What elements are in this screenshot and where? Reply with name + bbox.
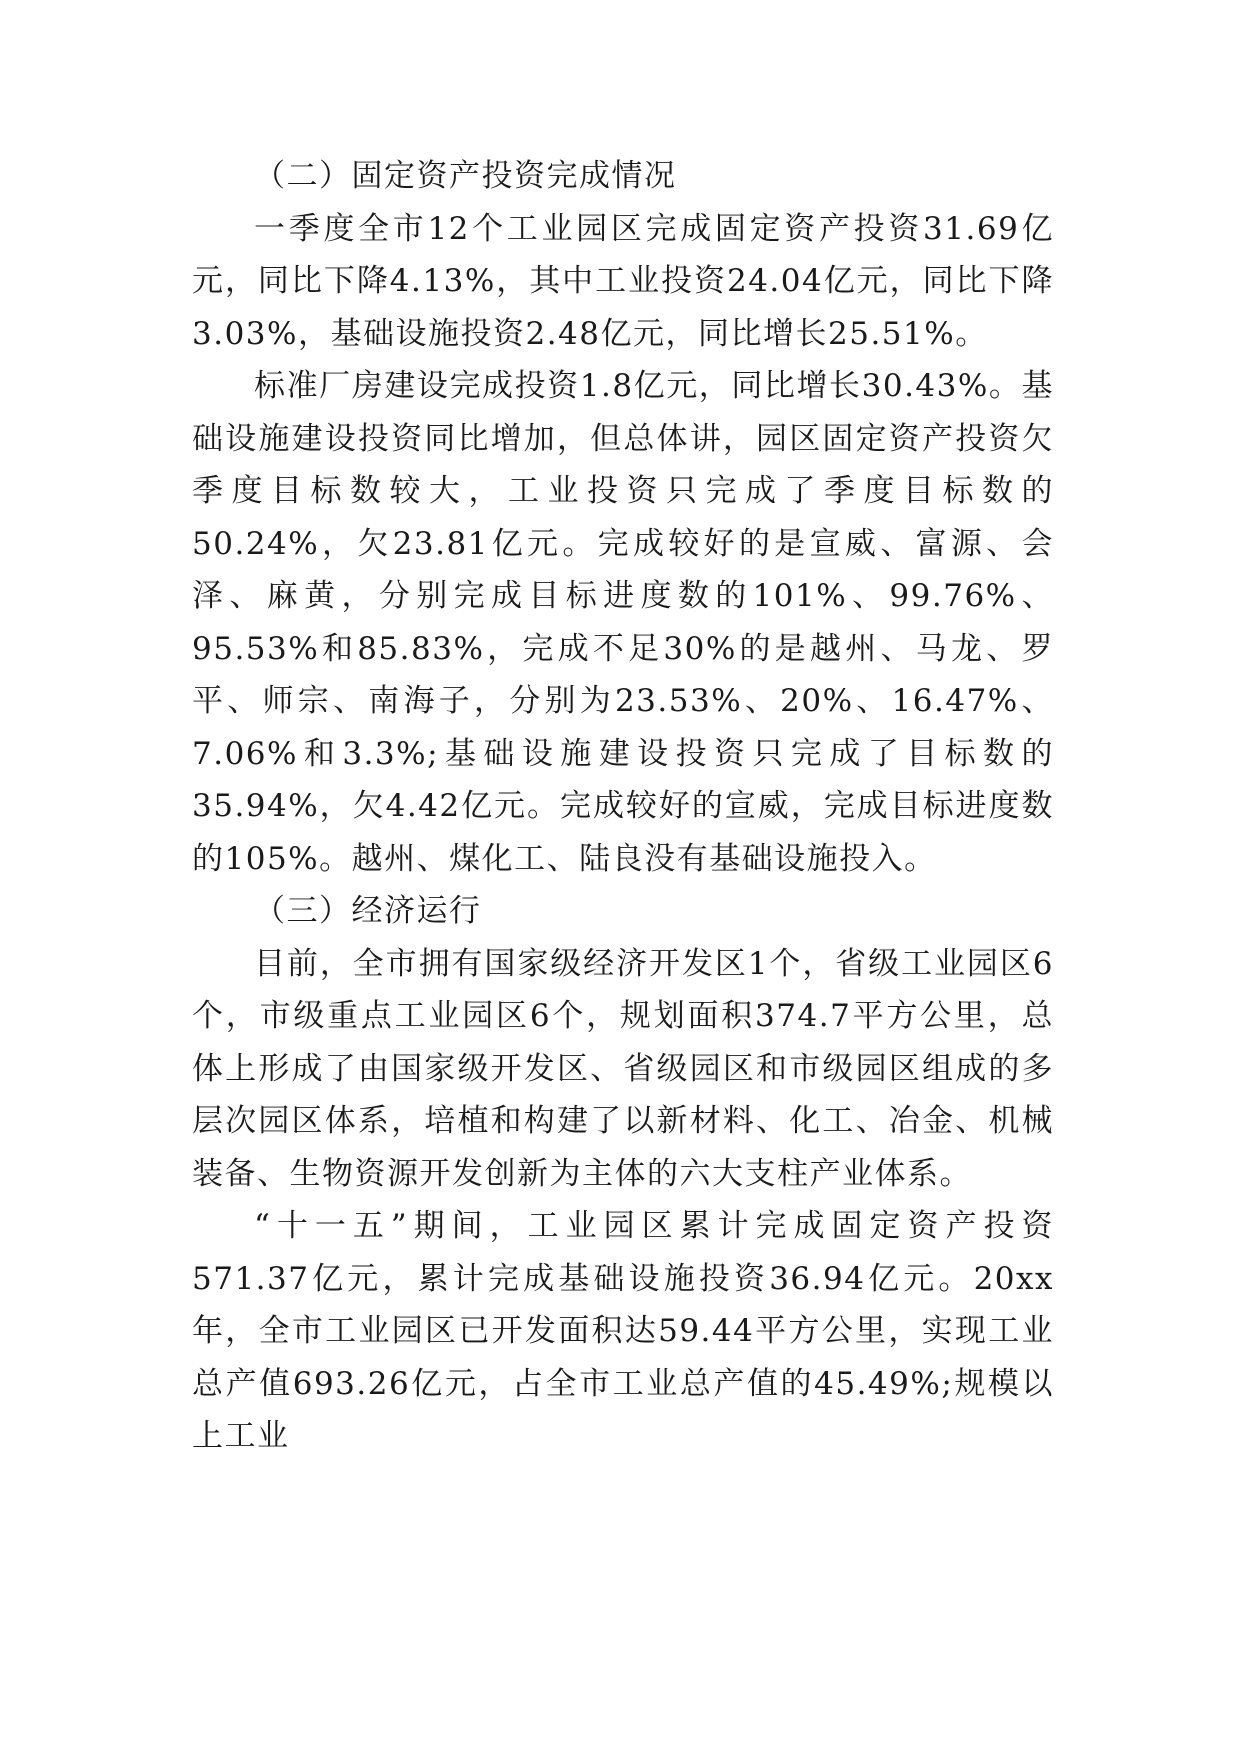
section-heading-fixed-asset-investment: （二）固定资产投资完成情况 — [254, 158, 677, 194]
paragraph-standard-factory: 标准厂房建设完成投资1.8亿元，同比增长30.43%。基础设施建设投资同比增加，但总体讲，园区固定资产投资欠季度目标数较大，工业投资只完成了季度目标数的50.24%，欠23.81亿元。完成较好的是宣威、富源、会泽、麻黄，分别完成目标进度数的101%、99.76%、95.53%和85.83%，完成不足30%的是越州、马龙、罗平、师宗、南海子，分别为23.53%、20%、16.47%、7.06%和3.3%;基础设施建设投资只完成了目标数的35.94%，欠4.42亿元。完成较好的宣威，完成目标进度数的105%。越州、煤化工、陆良没有基础设施投入。 — [192, 368, 1054, 877]
section-heading-economic-operation: （三）经济运行 — [254, 893, 482, 929]
document-body — [192, 150, 1054, 1463]
paragraph-park-system: 目前，全市拥有国家级经济开发区1个，省级工业园区6个，市级重点工业园区6个，规划面积374.7平方公里，总体上形成了由国家级开发区、省级园区和市级园区组成的多层次园区体系，培植和构建了以新材料、化工、冶金、机械装备、生物资源开发创新为主体的六大支柱产业体系。 — [192, 945, 1054, 1192]
paragraph-eleventh-five-year: “十一五”期间，工业园区累计完成固定资产投资571.37亿元，累计完成基础设施投资36.94亿元。20xx年，全市工业园区已开发面积达59.44平方公里，实现工业总产值693.26亿元，占全市工业总产值的45.49%;规模以上工业 — [192, 1208, 1054, 1454]
paragraph-q1-investment: 一季度全市12个工业园区完成固定资产投资31.69亿元，同比下降4.13%，其中工业投资24.04亿元，同比下降3.03%，基础设施投资2.48亿元，同比增长25.51%。 — [192, 210, 1054, 352]
